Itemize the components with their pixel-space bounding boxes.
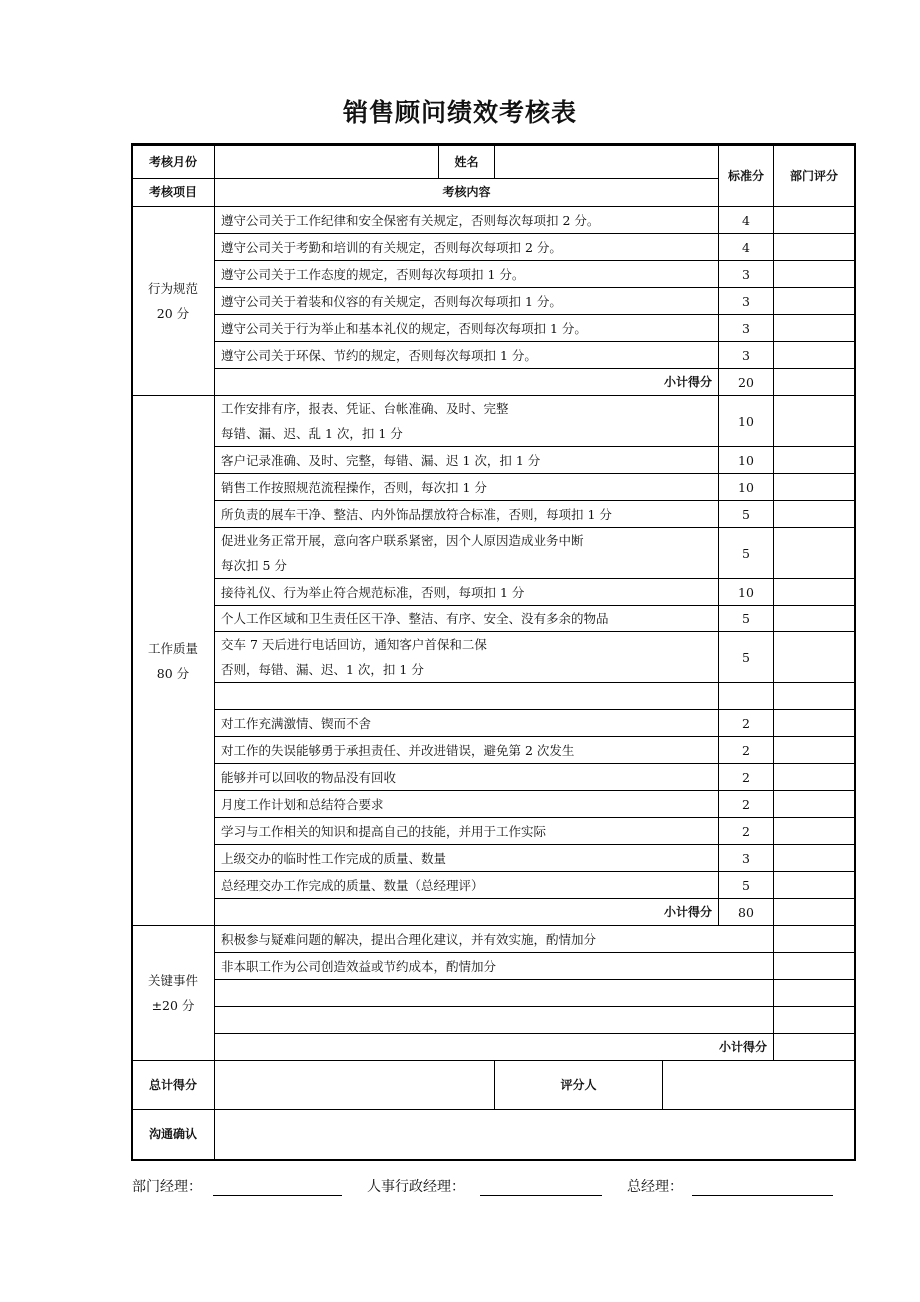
std-score: 3 (719, 315, 774, 342)
gm-signature-line[interactable] (692, 1195, 833, 1196)
std-score: 3 (719, 261, 774, 288)
table-row (132, 926, 855, 953)
table-row (132, 872, 855, 899)
criterion-text: 个人工作区域和卫生责任区干净、整洁、有序、安全、没有多余的物品 (215, 606, 719, 632)
dept-score-cell[interactable] (774, 953, 855, 980)
total-row (132, 1061, 855, 1110)
dept-score-cell[interactable] (774, 926, 855, 953)
criterion-text: 上级交办的临时性工作完成的质量、数量 (215, 845, 719, 872)
month-label: 考核月份 (132, 146, 215, 179)
month-input[interactable] (215, 146, 439, 179)
std-score: 3 (719, 288, 774, 315)
dept-score-cell[interactable] (774, 1034, 855, 1061)
criterion-text: 对工作充满激情、锲而不舍 (215, 710, 719, 737)
std-score: 10 (719, 579, 774, 606)
criterion-text: 总经理交办工作完成的质量、数量（总经理评） (215, 872, 719, 899)
std-score: 10 (719, 396, 774, 447)
std-score: 3 (719, 342, 774, 369)
criterion-text: 遵守公司关于着装和仪容的有关规定，否则每次每项扣 1 分。 (215, 288, 719, 315)
rater-cell[interactable] (663, 1061, 855, 1110)
subtotal-score: 20 (719, 369, 774, 396)
dept-score-cell[interactable] (774, 899, 855, 926)
criterion-text: 遵守公司关于行为举止和基本礼仪的规定，否则每次每项扣 1 分。 (215, 315, 719, 342)
std-score: 2 (719, 710, 774, 737)
dept-manager-label: 部门经理： (132, 1179, 202, 1195)
dept-score-cell[interactable] (774, 474, 855, 501)
table-row (132, 315, 855, 342)
table-row (132, 737, 855, 764)
table-row (132, 447, 855, 474)
criterion-text: 接待礼仪、行为举止符合规范标准，否则，每项扣 1 分 (215, 579, 719, 606)
std-score: 5 (719, 528, 774, 579)
rater-label: 评分人 (495, 1061, 663, 1110)
std-score-header: 标准分 (719, 146, 774, 207)
std-score: 5 (719, 501, 774, 528)
std-score: 5 (719, 872, 774, 899)
subtotal-label: 小计得分 (215, 899, 719, 926)
subtotal-row (132, 1034, 855, 1061)
dept-score-cell[interactable] (774, 683, 855, 710)
std-score: 5 (719, 606, 774, 632)
subtotal-label: 小计得分 (215, 1034, 774, 1061)
criterion-text: 促进业务正常开展，意向客户联系紧密，因个人原因造成业务中断 每次扣 5 分 (215, 528, 719, 579)
table-row (132, 764, 855, 791)
section-quality: 工作质量 80 分 (132, 396, 215, 926)
hr-manager-signature-line[interactable] (480, 1195, 602, 1196)
dept-score-cell[interactable] (774, 342, 855, 369)
criterion-text: 工作安排有序，报表、凭证、台帐准确、及时、完整 每错、漏、迟、乱 1 次，扣 1 分 (215, 396, 719, 447)
dept-score-cell[interactable] (774, 764, 855, 791)
dept-score-cell[interactable] (774, 791, 855, 818)
dept-score-cell[interactable] (774, 207, 855, 234)
total-score-cell[interactable] (215, 1061, 495, 1110)
content-label: 考核内容 (215, 179, 719, 207)
dept-score-cell[interactable] (774, 447, 855, 474)
table-row (132, 261, 855, 288)
table-row (132, 528, 855, 579)
table-row (132, 818, 855, 845)
table-row (132, 474, 855, 501)
criterion-text: 遵守公司关于工作纪律和安全保密有关规定，否则每次每项扣 2 分。 (215, 207, 719, 234)
dept-score-cell[interactable] (774, 369, 855, 396)
criterion-text: 遵守公司关于环保、节约的规定，否则每次每项扣 1 分。 (215, 342, 719, 369)
criterion-text: 遵守公司关于考勤和培训的有关规定，否则每次每项扣 2 分。 (215, 234, 719, 261)
table-row (132, 396, 855, 447)
dept-score-cell[interactable] (774, 845, 855, 872)
std-score: 2 (719, 791, 774, 818)
table-row (132, 1007, 855, 1034)
criterion-text: 对工作的失误能够勇于承担责任、并改进错误，避免第 2 次发生 (215, 737, 719, 764)
table-row (132, 845, 855, 872)
dept-score-cell[interactable] (774, 396, 855, 447)
criterion-text: 非本职工作为公司创造效益或节约成本，酌情加分 (215, 953, 774, 980)
table-row (132, 606, 855, 632)
std-score: 10 (719, 447, 774, 474)
std-score: 3 (719, 845, 774, 872)
table-row (132, 501, 855, 528)
confirm-label: 沟通确认 (132, 1110, 215, 1160)
criterion-text (215, 683, 719, 710)
dept-score-cell[interactable] (774, 501, 855, 528)
dept-score-header: 部门评分 (774, 146, 855, 207)
table-row (132, 683, 855, 710)
hr-manager-label: 人事行政经理： (367, 1179, 465, 1195)
std-score: 4 (719, 234, 774, 261)
table-row (132, 342, 855, 369)
confirm-row (132, 1110, 855, 1160)
item-label: 考核项目 (132, 179, 215, 207)
dept-score-cell[interactable] (774, 710, 855, 737)
signature-footer (0, 1176, 920, 1200)
table-row (132, 579, 855, 606)
dept-score-cell[interactable] (774, 818, 855, 845)
table-row (132, 288, 855, 315)
gm-label: 总经理： (627, 1179, 683, 1195)
dept-score-cell[interactable] (774, 737, 855, 764)
criterion-text: 月度工作计划和总结符合要求 (215, 791, 719, 818)
std-score: 2 (719, 764, 774, 791)
confirm-cell[interactable] (215, 1110, 855, 1160)
section-behavior: 行为规范 20 分 (132, 207, 215, 396)
evaluation-table (131, 145, 855, 1160)
dept-score-cell[interactable] (774, 980, 855, 1007)
dept-manager-signature-line[interactable] (213, 1195, 342, 1196)
dept-score-cell[interactable] (774, 234, 855, 261)
dept-score-cell[interactable] (774, 872, 855, 899)
criterion-text: 遵守公司关于工作态度的规定，否则每次每项扣 1 分。 (215, 261, 719, 288)
page-title: 销售顾问绩效考核表 (342, 98, 577, 127)
criterion-text: 能够并可以回收的物品没有回收 (215, 764, 719, 791)
criterion-text: 交车 7 天后进行电话回访，通知客户首保和二保 否则，每错、漏、迟、1 次，扣 1 分 (215, 632, 719, 683)
table-row (132, 234, 855, 261)
name-input[interactable] (495, 146, 719, 179)
name-label: 姓名 (439, 146, 495, 179)
dept-score-cell[interactable] (774, 1007, 855, 1034)
dept-score-cell[interactable] (774, 606, 855, 632)
dept-score-cell[interactable] (774, 632, 855, 683)
dept-score-cell[interactable] (774, 579, 855, 606)
subtotal-label: 小计得分 (215, 369, 719, 396)
dept-score-cell[interactable] (774, 315, 855, 342)
table-row (132, 207, 855, 234)
dept-score-cell[interactable] (774, 261, 855, 288)
std-score: 10 (719, 474, 774, 501)
dept-score-cell[interactable] (774, 528, 855, 579)
std-score: 2 (719, 818, 774, 845)
std-score: 5 (719, 632, 774, 683)
subtotal-row (132, 899, 855, 926)
criterion-text: 所负责的展车干净、整洁、内外饰品摆放符合标准，否则，每项扣 1 分 (215, 501, 719, 528)
std-score: 4 (719, 207, 774, 234)
criterion-text: 销售工作按照规范流程操作，否则，每次扣 1 分 (215, 474, 719, 501)
total-label: 总计得分 (132, 1061, 215, 1110)
criterion-text: 客户记录准确、及时、完整，每错、漏、迟 1 次，扣 1 分 (215, 447, 719, 474)
table-row (132, 791, 855, 818)
std-score: 2 (719, 737, 774, 764)
table-row (132, 632, 855, 683)
dept-score-cell[interactable] (774, 288, 855, 315)
criterion-text (215, 980, 774, 1007)
std-score (719, 683, 774, 710)
criterion-text (215, 1007, 774, 1034)
table-row (132, 710, 855, 737)
criterion-text: 学习与工作相关的知识和提高自己的技能，并用于工作实际 (215, 818, 719, 845)
table-row (132, 953, 855, 980)
table-row (132, 980, 855, 1007)
subtotal-score: 80 (719, 899, 774, 926)
subtotal-row (132, 369, 855, 396)
criterion-text: 积极参与疑难问题的解决，提出合理化建议，并有效实施，酌情加分 (215, 926, 774, 953)
section-key-events: 关键事件 ±20 分 (132, 926, 215, 1061)
